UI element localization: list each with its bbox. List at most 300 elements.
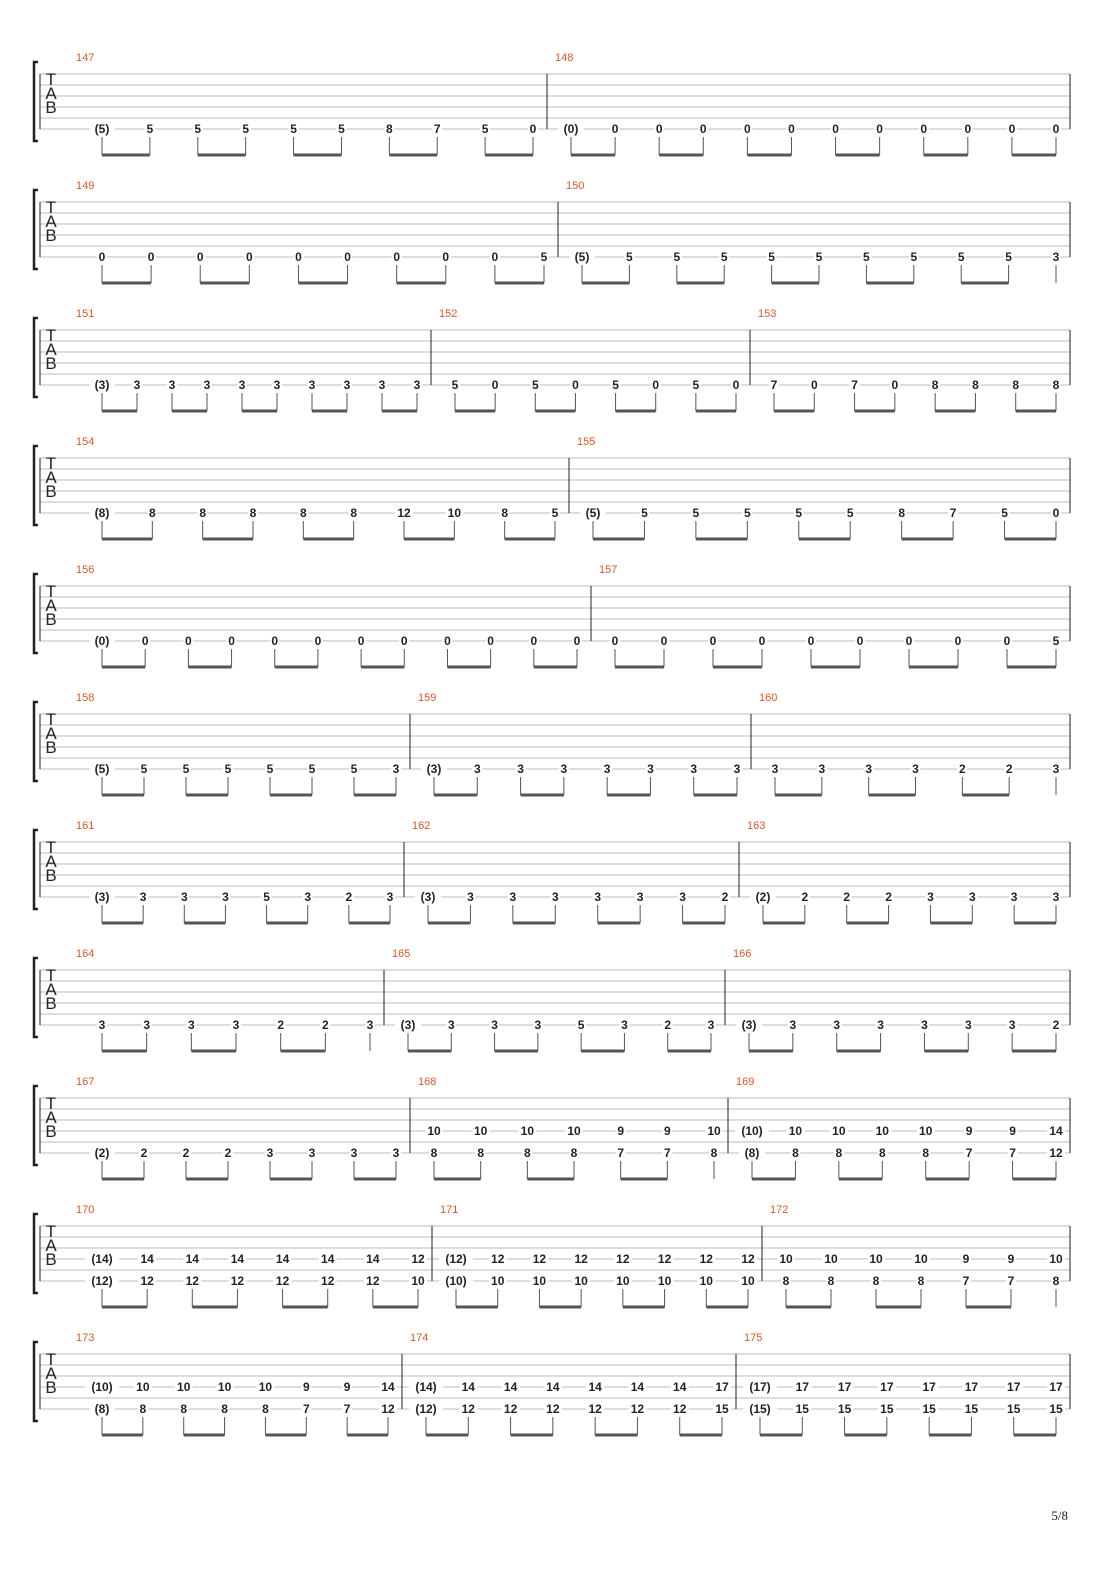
- fret-number: 3: [143, 1018, 151, 1032]
- fret-number: 10: [914, 1252, 928, 1266]
- fret-number: 5: [140, 762, 148, 776]
- fret-number: 0: [295, 250, 302, 264]
- fret-number: 14: [503, 1380, 518, 1394]
- fret-number: 5: [612, 378, 619, 392]
- measure-number: 159: [418, 692, 437, 704]
- fret-number: 0: [357, 634, 365, 648]
- measure-number: 147: [76, 52, 95, 64]
- fret-number: 14: [321, 1252, 335, 1266]
- fret-number: 17: [1049, 1380, 1063, 1394]
- fret-number: 3: [1052, 890, 1060, 904]
- measure-number: 167: [76, 1076, 95, 1088]
- fret-number: (3): [94, 890, 110, 904]
- fret-number: 0: [442, 250, 450, 264]
- fret-number: 7: [433, 122, 441, 136]
- tab-clef-letter: T: [45, 70, 57, 89]
- fret-number: 0: [611, 634, 619, 648]
- fret-number: 3: [491, 1018, 498, 1032]
- tab-system: [34, 692, 1070, 795]
- measure-number: 175: [744, 1332, 763, 1344]
- tab-clef-letter: A: [45, 468, 57, 487]
- fret-number: 14: [185, 1252, 199, 1266]
- fret-number: 8: [221, 1402, 228, 1416]
- fret-number: (12): [445, 1252, 467, 1266]
- fret-number: 8: [827, 1274, 835, 1288]
- fret-number: 12: [381, 1402, 395, 1416]
- tab-clef-letter: B: [45, 1122, 57, 1141]
- fret-number: 5: [641, 506, 648, 520]
- tab-system: [34, 820, 1070, 923]
- fret-number: 15: [837, 1402, 852, 1416]
- fret-number: 7: [343, 1402, 351, 1416]
- fret-number: 8: [523, 1146, 531, 1160]
- fret-number: 5: [263, 890, 270, 904]
- fret-number: 3: [308, 378, 316, 392]
- fret-number: 0: [920, 122, 928, 136]
- fret-number: 2: [843, 890, 851, 904]
- fret-number: 12: [532, 1252, 547, 1266]
- fret-number: 17: [1007, 1380, 1021, 1394]
- fret-number: 10: [491, 1274, 505, 1288]
- fret-number: 5: [290, 122, 297, 136]
- fret-number: 3: [560, 762, 568, 776]
- measure-number: 173: [76, 1332, 95, 1344]
- fret-number: 3: [238, 378, 246, 392]
- fret-number: 8: [570, 1146, 578, 1160]
- fret-number: 3: [789, 1018, 797, 1032]
- fret-number: 3: [467, 890, 474, 904]
- fret-number: 8: [898, 506, 906, 520]
- fret-number: 3: [386, 890, 394, 904]
- fret-number: 10: [217, 1380, 232, 1394]
- system-bracket: [34, 318, 38, 397]
- fret-number: 14: [673, 1380, 687, 1394]
- fret-number: 8: [501, 506, 509, 520]
- fret-number: 0: [491, 250, 499, 264]
- fret-number: 0: [314, 634, 322, 648]
- fret-number: 14: [140, 1252, 154, 1266]
- fret-number: 14: [366, 1252, 380, 1266]
- fret-number: (3): [400, 1018, 416, 1032]
- fret-number: 7: [965, 1146, 973, 1160]
- fret-number: 8: [385, 122, 393, 136]
- fret-number: 10: [520, 1124, 535, 1138]
- fret-number: 15: [1049, 1402, 1063, 1416]
- fret-number: 17: [837, 1380, 852, 1394]
- fret-number: 12: [546, 1402, 560, 1416]
- fret-number: 3: [509, 890, 517, 904]
- fret-number: (5): [94, 762, 110, 776]
- fret-number: 9: [302, 1380, 310, 1394]
- fret-number: 3: [1010, 890, 1018, 904]
- fret-number: 15: [964, 1402, 979, 1416]
- fret-number: 0: [400, 634, 408, 648]
- fret-number: 7: [1007, 1274, 1015, 1288]
- fret-number: (10): [445, 1274, 467, 1288]
- fret-number: 8: [249, 506, 257, 520]
- fret-number: 0: [271, 634, 279, 648]
- fret-number: 3: [180, 890, 188, 904]
- system-bracket: [34, 702, 38, 781]
- tab-clef-letter: A: [45, 596, 57, 615]
- fret-number: 0: [487, 634, 494, 648]
- fret-number: 2: [664, 1018, 672, 1032]
- fret-number: 8: [835, 1146, 843, 1160]
- fret-number: 12: [741, 1252, 755, 1266]
- fret-number: 10: [824, 1252, 838, 1266]
- fret-number: 5: [846, 506, 854, 520]
- fret-number: 0: [652, 378, 660, 392]
- fret-number: 12: [411, 1252, 425, 1266]
- system-bracket: [34, 574, 38, 653]
- fret-number: 0: [660, 634, 668, 648]
- fret-number: 0: [1003, 634, 1011, 648]
- fret-number: (15): [749, 1402, 771, 1416]
- fret-number: 3: [621, 1018, 628, 1032]
- fret-number: (5): [574, 250, 590, 264]
- fret-number: 10: [473, 1124, 488, 1138]
- fret-number: 3: [733, 762, 741, 776]
- measure-number: 161: [76, 820, 95, 832]
- fret-number: 12: [699, 1252, 713, 1266]
- fret-number: 0: [905, 634, 913, 648]
- measure-number: 150: [566, 180, 585, 192]
- fret-number: 0: [228, 634, 235, 648]
- fret-number: 5: [692, 378, 700, 392]
- fret-number: 14: [1049, 1124, 1063, 1138]
- measure-number: 166: [733, 948, 752, 960]
- fret-number: (17): [749, 1380, 771, 1394]
- fret-number: (0): [563, 122, 579, 136]
- fret-number: 15: [795, 1402, 809, 1416]
- fret-number: 8: [917, 1274, 925, 1288]
- tab-clef-letter: T: [45, 1222, 57, 1241]
- measure-number: 162: [412, 820, 431, 832]
- measure-number: 153: [758, 308, 777, 320]
- fret-number: 5: [626, 250, 633, 264]
- fret-number: 10: [741, 1274, 755, 1288]
- fret-number: (10): [741, 1124, 763, 1138]
- fret-number: 3: [690, 762, 698, 776]
- fret-number: 7: [302, 1402, 310, 1416]
- fret-number: 5: [768, 250, 775, 264]
- fret-number: (3): [94, 378, 110, 392]
- tab-clef-letter: A: [45, 852, 57, 871]
- fret-number: 12: [616, 1252, 630, 1266]
- fret-number: 5: [146, 122, 154, 136]
- system-bracket: [34, 1086, 38, 1165]
- fret-number: 3: [964, 1018, 972, 1032]
- fret-number: 10: [875, 1124, 889, 1138]
- fret-number: 7: [962, 1274, 970, 1288]
- fret-number: 5: [910, 250, 918, 264]
- fret-number: 3: [647, 762, 654, 776]
- fret-number: 3: [350, 1146, 358, 1160]
- fret-number: 10: [1049, 1252, 1063, 1266]
- fret-number: 8: [878, 1146, 886, 1160]
- fret-number: 0: [655, 122, 663, 136]
- fret-number: 3: [912, 762, 919, 776]
- fret-number: 0: [491, 378, 499, 392]
- fret-number: 10: [574, 1274, 588, 1288]
- fret-number: 7: [617, 1146, 625, 1160]
- fret-number: 5: [720, 250, 728, 264]
- fret-number: 3: [603, 762, 611, 776]
- system-bracket: [34, 958, 38, 1037]
- fret-number: 10: [832, 1124, 846, 1138]
- fret-number: 5: [182, 762, 190, 776]
- fret-number: 5: [692, 506, 700, 520]
- fret-number: 7: [949, 506, 957, 520]
- fret-number: 3: [818, 762, 826, 776]
- tab-system: [34, 436, 1070, 539]
- fret-number: 12: [588, 1402, 602, 1416]
- measure-number: 157: [599, 564, 618, 576]
- fret-number: 3: [308, 1146, 316, 1160]
- fret-number: 3: [473, 762, 481, 776]
- measure-number: 149: [76, 180, 95, 192]
- fret-number: 3: [343, 378, 351, 392]
- fret-number: (0): [94, 634, 110, 648]
- fret-number: 3: [921, 1018, 928, 1032]
- fret-number: 9: [1007, 1252, 1015, 1266]
- tab-clef-letter: B: [45, 482, 57, 501]
- tab-system: [34, 52, 1070, 155]
- fret-number: 17: [715, 1380, 729, 1394]
- fret-number: 5: [242, 122, 250, 136]
- fret-number: 3: [304, 890, 312, 904]
- measure-number: 171: [440, 1204, 459, 1216]
- fret-number: 3: [865, 762, 873, 776]
- fret-number: (12): [91, 1274, 113, 1288]
- fret-number: 8: [139, 1402, 147, 1416]
- fret-number: 8: [1052, 378, 1060, 392]
- tab-system: [34, 564, 1070, 667]
- fret-number: 3: [833, 1018, 841, 1032]
- fret-number: 0: [964, 122, 972, 136]
- fret-number: 5: [224, 762, 232, 776]
- fret-number: 10: [919, 1124, 933, 1138]
- tab-clef-letter: B: [45, 1378, 57, 1397]
- fret-number: (3): [426, 762, 442, 776]
- fret-number: 8: [782, 1274, 790, 1288]
- fret-number: 10: [258, 1380, 273, 1394]
- fret-number: 5: [531, 378, 539, 392]
- measure-number: 165: [392, 948, 411, 960]
- tab-clef-letter: T: [45, 966, 57, 985]
- fret-number: 3: [517, 762, 524, 776]
- fret-number: 10: [427, 1124, 441, 1138]
- tab-system: [34, 1076, 1070, 1179]
- fret-number: 7: [1009, 1146, 1016, 1160]
- fret-number: 12: [574, 1252, 588, 1266]
- fret-number: 8: [199, 506, 207, 520]
- fret-number: 8: [922, 1146, 930, 1160]
- fret-number: 5: [551, 506, 559, 520]
- fret-number: 5: [540, 250, 548, 264]
- fret-number: 5: [266, 762, 274, 776]
- tab-clef-letter: B: [45, 98, 57, 117]
- fret-number: 8: [972, 378, 979, 392]
- fret-number: 7: [851, 378, 858, 392]
- fret-number: 0: [141, 634, 149, 648]
- fret-number: 0: [1052, 122, 1060, 136]
- fret-number: 0: [856, 634, 864, 648]
- fret-number: 5: [863, 250, 870, 264]
- fret-number: 0: [444, 634, 451, 648]
- fret-number: 15: [715, 1402, 729, 1416]
- fret-number: 12: [491, 1252, 505, 1266]
- tab-clef-letter: A: [45, 84, 57, 103]
- fret-number: 10: [869, 1252, 883, 1266]
- fret-number: 3: [266, 1146, 274, 1160]
- fret-number: 0: [832, 122, 839, 136]
- tab-clef-letter: T: [45, 710, 57, 729]
- fret-number: (8): [744, 1146, 760, 1160]
- fret-number: 3: [594, 890, 602, 904]
- fret-number: 3: [927, 890, 934, 904]
- fret-number: 14: [588, 1380, 602, 1394]
- fret-number: 8: [430, 1146, 438, 1160]
- tab-system: [34, 308, 1070, 411]
- fret-number: (3): [420, 890, 436, 904]
- fret-number: 12: [673, 1402, 687, 1416]
- fret-number: 3: [203, 378, 211, 392]
- fret-number: 15: [1007, 1402, 1021, 1416]
- fret-number: 8: [872, 1274, 880, 1288]
- system-bracket: [34, 62, 38, 141]
- fret-number: (3): [741, 1018, 757, 1032]
- fret-number: 14: [230, 1252, 245, 1266]
- fret-number: 12: [503, 1402, 518, 1416]
- fret-number: 12: [366, 1274, 380, 1288]
- fret-number: 3: [534, 1018, 542, 1032]
- fret-number: 3: [707, 1018, 715, 1032]
- tab-clef-letter: B: [45, 994, 57, 1013]
- tab-clef-letter: B: [45, 226, 57, 245]
- fret-number: 12: [275, 1274, 290, 1288]
- fret-number: 10: [788, 1124, 803, 1138]
- tab-clef-letter: B: [45, 738, 57, 757]
- fret-number: 0: [699, 122, 707, 136]
- system-bracket: [34, 190, 38, 269]
- fret-number: 8: [148, 506, 156, 520]
- fret-number: 3: [133, 378, 141, 392]
- fret-number: 12: [185, 1274, 199, 1288]
- measure-number: 164: [76, 948, 95, 960]
- measure-number: 154: [76, 436, 95, 448]
- tab-clef-letter: T: [45, 326, 57, 345]
- fret-number: 12: [321, 1274, 335, 1288]
- fret-number: 8: [299, 506, 307, 520]
- fret-number: 10: [532, 1274, 547, 1288]
- fret-number: 8: [1012, 378, 1020, 392]
- fret-number: 0: [393, 250, 401, 264]
- fret-number: 2: [958, 762, 966, 776]
- fret-number: 12: [230, 1274, 245, 1288]
- fret-number: 5: [308, 762, 316, 776]
- measure-number: 155: [577, 436, 596, 448]
- fret-number: 14: [461, 1380, 475, 1394]
- fret-number: 3: [636, 890, 644, 904]
- fret-number: 2: [345, 890, 353, 904]
- fret-number: 0: [529, 122, 537, 136]
- fret-number: 15: [880, 1402, 894, 1416]
- fret-number: 8: [350, 506, 358, 520]
- tab-system: [34, 948, 1070, 1051]
- fret-number: 3: [1052, 250, 1060, 264]
- tab-clef-letter: A: [45, 340, 57, 359]
- tab-clef-letter: T: [45, 198, 57, 217]
- fret-number: 7: [770, 378, 778, 392]
- fret-number: 0: [147, 250, 155, 264]
- fret-number: 10: [779, 1252, 793, 1266]
- fret-number: 14: [546, 1380, 560, 1394]
- fret-number: 14: [381, 1380, 395, 1394]
- measure-number: 172: [770, 1204, 789, 1216]
- fret-number: 2: [1052, 1018, 1060, 1032]
- fret-number: 0: [1008, 122, 1016, 136]
- fret-number: 8: [180, 1402, 188, 1416]
- fret-number: 8: [710, 1146, 718, 1160]
- fret-number: 8: [477, 1146, 485, 1160]
- fret-number: 8: [262, 1402, 269, 1416]
- fret-number: 17: [964, 1380, 979, 1394]
- fret-number: 9: [343, 1380, 351, 1394]
- fret-number: 0: [1052, 506, 1060, 520]
- fret-number: 12: [657, 1252, 672, 1266]
- fret-number: 3: [1052, 762, 1060, 776]
- fret-number: 3: [232, 1018, 240, 1032]
- fret-number: 7: [663, 1146, 671, 1160]
- fret-number: (5): [94, 122, 110, 136]
- fret-number: 3: [551, 890, 559, 904]
- fret-number: (2): [94, 1146, 110, 1160]
- fret-number: 2: [224, 1146, 232, 1160]
- measure-number: 168: [418, 1076, 437, 1088]
- measure-number: 158: [76, 692, 95, 704]
- fret-number: 2: [801, 890, 809, 904]
- tab-clef-letter: A: [45, 724, 57, 743]
- fret-number: 9: [965, 1124, 973, 1138]
- fret-number: 0: [788, 122, 795, 136]
- system-bracket: [34, 830, 38, 909]
- measure-number: 156: [76, 564, 95, 576]
- fret-number: 2: [885, 890, 892, 904]
- fret-number: 2: [140, 1146, 148, 1160]
- tab-clef-letter: A: [45, 1364, 57, 1383]
- fret-number: 9: [617, 1124, 625, 1138]
- fret-number: 10: [411, 1274, 425, 1288]
- fret-number: 0: [954, 634, 962, 648]
- fret-number: 3: [413, 378, 421, 392]
- fret-number: 10: [177, 1380, 191, 1394]
- fret-number: 5: [1005, 250, 1012, 264]
- fret-number: 5: [673, 250, 681, 264]
- fret-number: 0: [758, 634, 766, 648]
- fret-number: 2: [721, 890, 729, 904]
- fret-number: 0: [891, 378, 899, 392]
- fret-number: 12: [630, 1402, 645, 1416]
- fret-number: 17: [795, 1380, 809, 1394]
- fret-number: 8: [792, 1146, 799, 1160]
- fret-number: 9: [962, 1252, 970, 1266]
- measure-number: 170: [76, 1204, 95, 1216]
- fret-number: 5: [194, 122, 202, 136]
- fret-number: 5: [350, 762, 358, 776]
- fret-number: 3: [679, 890, 686, 904]
- tab-system: [34, 1204, 1070, 1307]
